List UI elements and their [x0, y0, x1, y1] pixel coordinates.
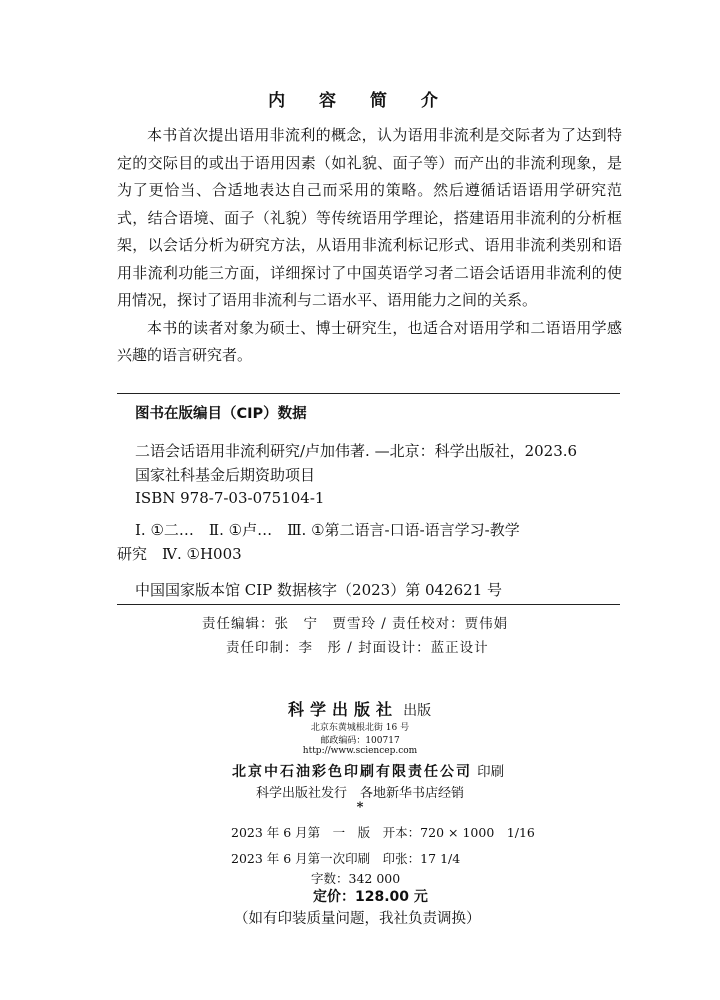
edition-line: 2023 年 6 月第 一 版 开本：720 × 1000 1/16 — [231, 825, 535, 840]
page-title: 内 容 简 介 — [268, 91, 452, 111]
publisher-address: 北京东黄城根北街 16 号 — [310, 723, 410, 733]
cip-line-3: ISBN 978-7-03-075104-1 — [135, 489, 325, 507]
publisher-url: http://www.sciencep.com — [302, 746, 418, 756]
price: 定价：128.00 元 — [313, 889, 428, 905]
credits-line-1: 责任编辑：张 宁 贾雪玲 / 责任校对：贾伟娟 — [202, 616, 509, 632]
word-count: 字数：342 000 — [311, 871, 401, 886]
introduction-text — [117, 122, 622, 370]
intro-paragraph-2: 本书的读者对象为硕士、博士研究生，也适合对语用学和二语语用学感兴趣的语言研究者。 — [117, 318, 622, 364]
cip-line-5: 研究 Ⅳ. ①H003 — [117, 545, 242, 563]
printer-line — [232, 760, 504, 781]
intro-paragraph-1: 本书首次提出语用非流利的概念，认为语用非流利是交际者为了达到特定的交际目的或出于语用因素（如礼貌、面子等）而产出的非流利现象，是为了更恰当、合适地表达自己而采用的策略。然后遵循话语语用学研究范式，结合语境、面子（礼貌）等传统语用学理论，搭建语用非流利的分析框架，以会话分析为研究方法，从语用非流利标记形式、语用非流利类别和语用非流利功能三方面，详细探讨了中国英语学习者二语会话语用非流利的使用情况，探讨了语用非流利与二语水平、语用能力之间的关系。 — [117, 126, 622, 309]
printer-suffix: 印刷 — [477, 764, 505, 780]
cip-heading: 图书在版编目（CIP）数据 — [135, 406, 307, 422]
separator-star: * — [356, 800, 364, 815]
credits-line-2: 责任印制：李 彤 / 封面设计：蓝正设计 — [226, 640, 489, 656]
cip-top-rule — [117, 393, 620, 394]
publisher-name: 科学出版社 — [288, 700, 399, 719]
quality-notice: （如有印装质量问题，我社负责调换） — [234, 911, 481, 927]
publisher-postcode: 邮政编码：100717 — [320, 736, 400, 746]
cip-line-2: 国家社科基金后期资助项目 — [135, 466, 316, 484]
publisher-line — [288, 697, 431, 720]
printing-line: 2023 年 6 月第一次印刷 印张：17 1/4 — [231, 851, 461, 866]
publisher-suffix: 出版 — [403, 703, 432, 719]
printer-name: 北京中石油彩色印刷有限责任公司 — [232, 764, 472, 780]
cip-bottom-rule — [117, 604, 620, 605]
cip-line-4: Ⅰ. ①二… Ⅱ. ①卢… Ⅲ. ①第二语言-口语-语言学习-教学 — [135, 521, 520, 539]
cip-number: 中国国家版本馆 CIP 数据核字（2023）第 042621 号 — [135, 581, 503, 599]
distribution-line: 科学出版社发行 各地新华书店经销 — [255, 786, 464, 801]
cip-line-1: 二语会话语用非流利研究/卢加伟著. —北京：科学出版社，2023.6 — [135, 442, 578, 460]
